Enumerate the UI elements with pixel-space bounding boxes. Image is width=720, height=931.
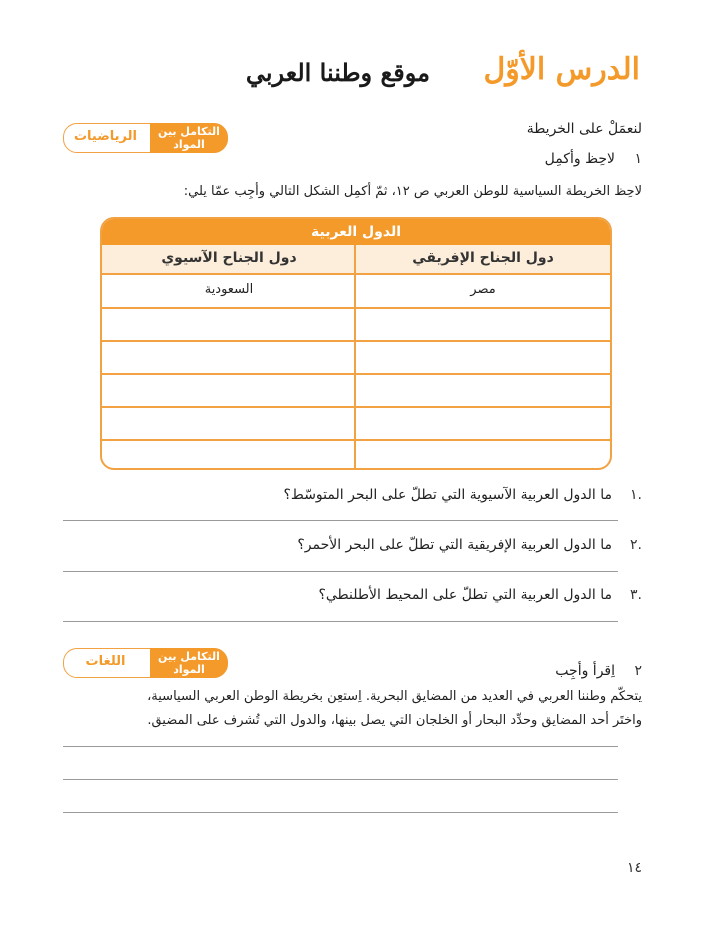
step-number: ١: [634, 151, 642, 167]
lesson-title: موقع وطننا العربي: [245, 58, 430, 87]
row-line: [102, 273, 610, 275]
step-title: لاحِظ وأكمِل: [544, 151, 615, 167]
integration-subject: اللغات: [85, 654, 126, 669]
row-line: [102, 307, 610, 309]
question-text: ما الدول العربية الآسيوية التي تطلّ على البحر المتوسّط؟: [283, 487, 612, 503]
answer-line: [63, 520, 618, 521]
row-line: [102, 406, 610, 408]
question-number: ٢.: [630, 537, 642, 553]
question-text: ما الدول العربية التي تطلّ على المحيط الأطلنطي؟: [318, 587, 612, 603]
table-title: الدول العربية: [102, 219, 610, 245]
step-title: اِقرأ وأجِب: [555, 663, 615, 679]
integration-tag: التكامل بين المواد: [150, 648, 228, 678]
integration-tag: التكامل بين المواد: [150, 123, 228, 153]
step-number: ٢: [634, 663, 642, 679]
answer-line: [63, 812, 618, 813]
cell-african-row1: مصر: [470, 282, 496, 297]
paragraph-line-2: واختَر أحد المضايق وحدِّد البحار أو الخلجان التي يصل بينها، والدول التي تُشرف على المضيق.: [147, 713, 642, 728]
answer-line: [63, 779, 618, 780]
arab-countries-table: [100, 217, 612, 470]
table-subheader: [102, 245, 610, 273]
question-number: ٣.: [630, 587, 642, 603]
answer-line: [63, 746, 618, 747]
answer-line: [63, 621, 618, 622]
column-divider: [354, 245, 356, 468]
column-header-african: دول الجناح الإفريقي: [412, 250, 554, 266]
row-line: [102, 373, 610, 375]
instruction-text: لاحِظ الخريطة السياسية للوطن العربي ص ١٢، ثمّ أكمِل الشكل التالي وأجِب عمّا يلي:: [183, 184, 642, 199]
integration-subject: الرياضيات: [73, 129, 137, 144]
row-line: [102, 439, 610, 441]
section-title: لنعمَلْ على الخريطة: [526, 121, 642, 137]
integration-badge-languages: [63, 648, 228, 678]
cell-asian-row1: السعودية: [204, 282, 254, 297]
page-number: ١٤: [626, 860, 642, 876]
paragraph-line-1: يتحكّم وطننا العربي في العديد من المضايق البحرية. اِستعِن بخريطة الوطن العربي السياسية،: [147, 689, 642, 704]
lesson-label: الدرس الأوّل: [483, 52, 640, 87]
column-header-asian: دول الجناح الآسيوي: [161, 250, 297, 266]
row-line: [102, 340, 610, 342]
question-text: ما الدول العربية الإفريقية التي تطلّ على البحر الأحمر؟: [297, 537, 612, 553]
integration-badge-math: [63, 123, 228, 153]
question-number: ١.: [630, 487, 642, 503]
answer-line: [63, 571, 618, 572]
